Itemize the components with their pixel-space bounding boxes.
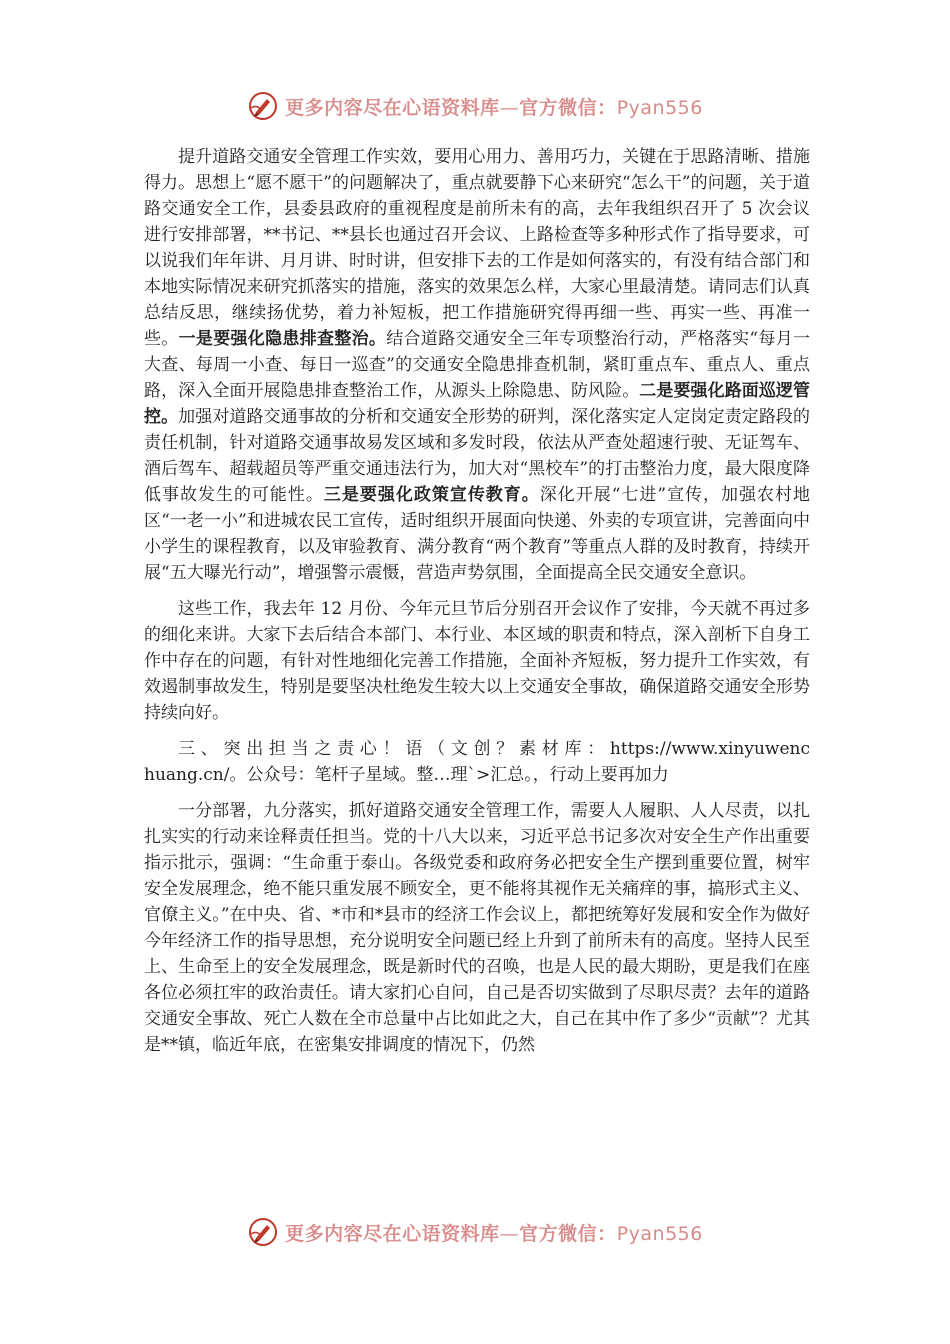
footer-banner — [0, 1212, 950, 1252]
banner-title: 更多内容尽在心语资料库 — [285, 1222, 500, 1245]
banner-separator: — — [499, 1222, 520, 1245]
document-body — [144, 144, 810, 1068]
paragraph — [144, 798, 810, 1058]
header-banner — [0, 86, 950, 126]
bold-key-point: 三是要强化政策宣传教育。 — [323, 485, 540, 505]
pen-logo-icon — [247, 90, 279, 122]
paragraph-text: 这些工作，我去年 12 月份、今年元旦节后分别召开会议作了安排，今天就不再过多的细化来讲。大家下去后结合本部门、本行业、本区域的职责和特点，深入剖析下自身工作中存在的问题，有针对性地细化完善工作措施，全面补齐短板，努力提升工作实效，有效遏制事故发生，特别是要坚决杜绝发生较大以上交通安全事故，确保道路交通安全形势持续向好。 — [144, 599, 810, 723]
paragraph-text: 加强对道路交通事故的分析和交通安全形势的研判，深化落实定人定岗定责定路段的责任机制，针对道路交通事故易发区域和多发时段，依法从严查处超速行驶、无证驾车、酒后驾车、超载超员等严重交通违法行为，加大对“黑校车”的打击整治力度，最大限度降低事故发生的可能性。 — [144, 407, 811, 505]
banner-label: 官方微信： — [519, 1222, 617, 1245]
paragraph — [144, 144, 810, 586]
paragraph-text: 一分部署，九分落实，抓好道路交通安全管理工作，需要人人履职、人人尽责，以扎扎实实的行动来诠释责任担当。党的十八大以来，习近平总书记多次对安全生产作出重要指示批示，强调：“生命重于泰山。各级党委和政府务必把安全生产摆到重要位置，树牢安全发展理念，绝不能只重发展不顾安全，更不能将其视作无关痛痒的事，搞形式主义、官僚主义。”在中央、省、*市和*县市的经济工作会议上，都把统筹好发展和安全作为做好今年经济工作的指导思想，充分说明安全问题已经上升到了前所未有的高度。坚持人民至上、生命至上的安全发展理念，既是新时代的召唤，也是人民的最大期盼，更是我们在座各位必须扛牢的政治责任。请大家扪心自问，自己是否切实做到了尽职尽责？去年的道路交通安全事故、死亡人数在全市总量中占比如此之大，自己在其中作了多少“贡献”？尤其是**镇，临近年底，在密集安排调度的情况下，仍然 — [144, 801, 810, 1055]
paragraph — [144, 596, 810, 726]
banner-handle: Pyan556 — [616, 96, 703, 119]
paragraph-text: 提升道路交通安全管理工作实效，要用心用力、善用巧力，关键在于思路清晰、措施得力。思想上“愿不愿干”的问题解决了，重点就要静下心来研究“怎么干”的问题，关于道路交通安全工作，县委县政府的重视程度是前所未有的高，去年我组织召开了 5 次会议进行安排部署，**书记、**县长也通过召开会议、上路检查等多种形式作了指导要求，可以说我们年年讲、月月讲、时时讲，但安排下去的工作是如何落实的，有没有结合部门和本地实际情况来研究抓落实的措施，落实的效果怎么样，大家心里最清楚。请同志们认真总结反思，继续扬优势，着力补短板，把工作措施研究得再细一些、再实一些、再准一些。 — [144, 147, 810, 349]
paragraph-text: 结合道路交通安全三年专项整治行动，严格落实“每月一大查、每周一小查、每日一巡查”的交通安全隐患排查机制，紧盯重点车、重点人、重点路，深入全面开展隐患排查整治工作，从源头上除隐患、防风险。 — [144, 329, 811, 401]
banner-title: 更多内容尽在心语资料库 — [285, 96, 500, 119]
banner-text — [285, 1219, 703, 1246]
banner-separator: — — [499, 96, 520, 119]
paragraph-text: 深化开展“七进”宣传，加强农村地区“一老一小”和进城农民工宣传，适时组织开展面向快递、外卖的专项宣讲，完善面向中小学生的课程教育，以及审验教育、满分教育“两个教育”等重点人群的及时教育，持续开展“五大曝光行动”，增强警示震慑，营造声势氛围，全面提高全民交通安全意识。 — [144, 485, 811, 583]
bold-key-point: 一是要强化隐患排查整治。 — [178, 329, 387, 349]
paragraph-text: 三 、 突 出 担 当 之 责 心 ！ 语 （ 文 创 ？ 素 材 库 ： https://www.xinyuwenchuang.cn/。公众号：笔杆子星域。整…理`>汇总。，行动上要再加力 — [144, 739, 810, 785]
section-heading — [144, 736, 810, 788]
banner-handle: Pyan556 — [616, 1222, 703, 1245]
bold-key-point: 二是要强化路面巡逻管控。 — [144, 381, 811, 427]
banner-text — [285, 93, 703, 120]
pen-logo-icon — [247, 1216, 279, 1248]
banner-label: 官方微信： — [519, 96, 617, 119]
